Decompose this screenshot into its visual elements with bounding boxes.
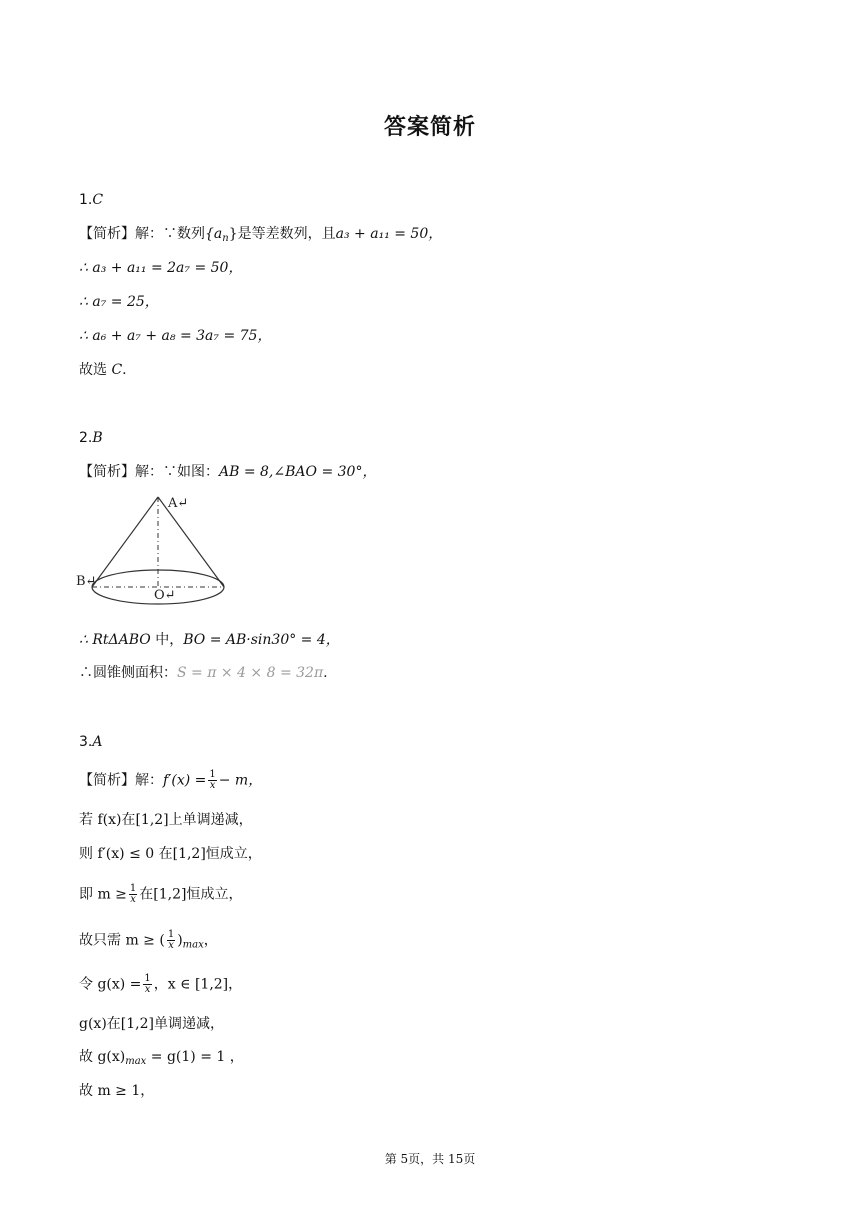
- q3-line-9: 故 m ≥ 1，: [79, 1083, 155, 1099]
- fraction-1-over-x: $\frac{1}{x}$: [209, 769, 216, 791]
- q3-line-8: 故 $g(x)_{max} = g(1) = 1$ ，: [79, 1049, 244, 1067]
- page-title: 答案简析: [383, 115, 476, 140]
- q2-area-formula: S = π × 4 × 8 = 32π: [177, 665, 324, 681]
- q2-line-1: 【简析】解：∵如图：AB = 8,∠BAO = 30°，: [79, 464, 377, 480]
- q2-answer: B: [92, 430, 103, 446]
- q3-line-5: 故只需 m ≥ ( $\frac{1}{x}$ )$_{max}$，: [79, 929, 218, 951]
- q2-heading: [79, 428, 103, 448]
- q3-number: 3.: [79, 734, 93, 750]
- q1-condition: a₃ + a₁₁ = 50，: [335, 226, 443, 242]
- q1-tag: 【简析】: [79, 226, 135, 242]
- q1-line-4: ∴ a₆ + a₇ + a₈ = 3a₇ = 75，: [79, 328, 272, 344]
- cone-left-edge: [92, 497, 158, 587]
- label-b: B↵: [76, 574, 97, 589]
- q3-line-7: g(x)在[1,2]单调递减，: [79, 1016, 224, 1032]
- q3-line-4: 即 m ≥ $\frac{1}{x}$ 在[1,2]恒成立，: [79, 883, 243, 905]
- page-footer: 第 5页，共 15页: [384, 1152, 476, 1166]
- cone-diagram: [76, 490, 236, 612]
- q3-answer: A: [92, 734, 103, 750]
- q3-line-6: 令 g(x) = $\frac{1}{x}$ ，x ∈ [1,2]，: [79, 973, 243, 995]
- q1-line-5: 故选 C.: [79, 362, 127, 378]
- cone-figure: [76, 490, 236, 616]
- q1-answer: C: [92, 192, 104, 208]
- q2-line-2: ∴ RtΔABO 中，BO = AB·sin30° = 4，: [79, 632, 340, 648]
- fraction-1-over-x: $\frac{1}{x}$: [129, 883, 137, 905]
- fraction-1-over-x: $\frac{1}{x}$: [144, 973, 151, 995]
- q3-line-3: 则 f′(x) ≤ 0 在[1,2]恒成立，: [79, 846, 262, 862]
- q2-number: 2.: [79, 430, 93, 446]
- label-o: O↵: [154, 588, 176, 603]
- fraction-1-over-x: $\frac{1}{x}$: [167, 929, 175, 951]
- q1-line-3: ∴ a₇ = 25，: [79, 294, 159, 310]
- q1-line-1: 【简析】解：∵数列$\{a_n\}$是等差数列，且a₃ + a₁₁ = 50，: [79, 226, 443, 244]
- q1-line-2: ∴ a₃ + a₁₁ = 2a₇ = 50，: [79, 260, 243, 276]
- q3-line-1: 【简析】解：f′(x) = $\frac{1}{x}$ − m，: [79, 769, 263, 791]
- q3-line-2: 若 f(x)在[1,2]上单调递减，: [79, 812, 253, 828]
- q1-number: 1.: [79, 192, 93, 208]
- label-a: A↵: [168, 496, 189, 511]
- q2-line-3: ∴圆锥侧面积：S = π × 4 × 8 = 32π.: [79, 665, 328, 681]
- q1-heading: [79, 190, 103, 210]
- q1-intro: 解：∵数列: [135, 226, 205, 242]
- q3-heading: [79, 732, 102, 752]
